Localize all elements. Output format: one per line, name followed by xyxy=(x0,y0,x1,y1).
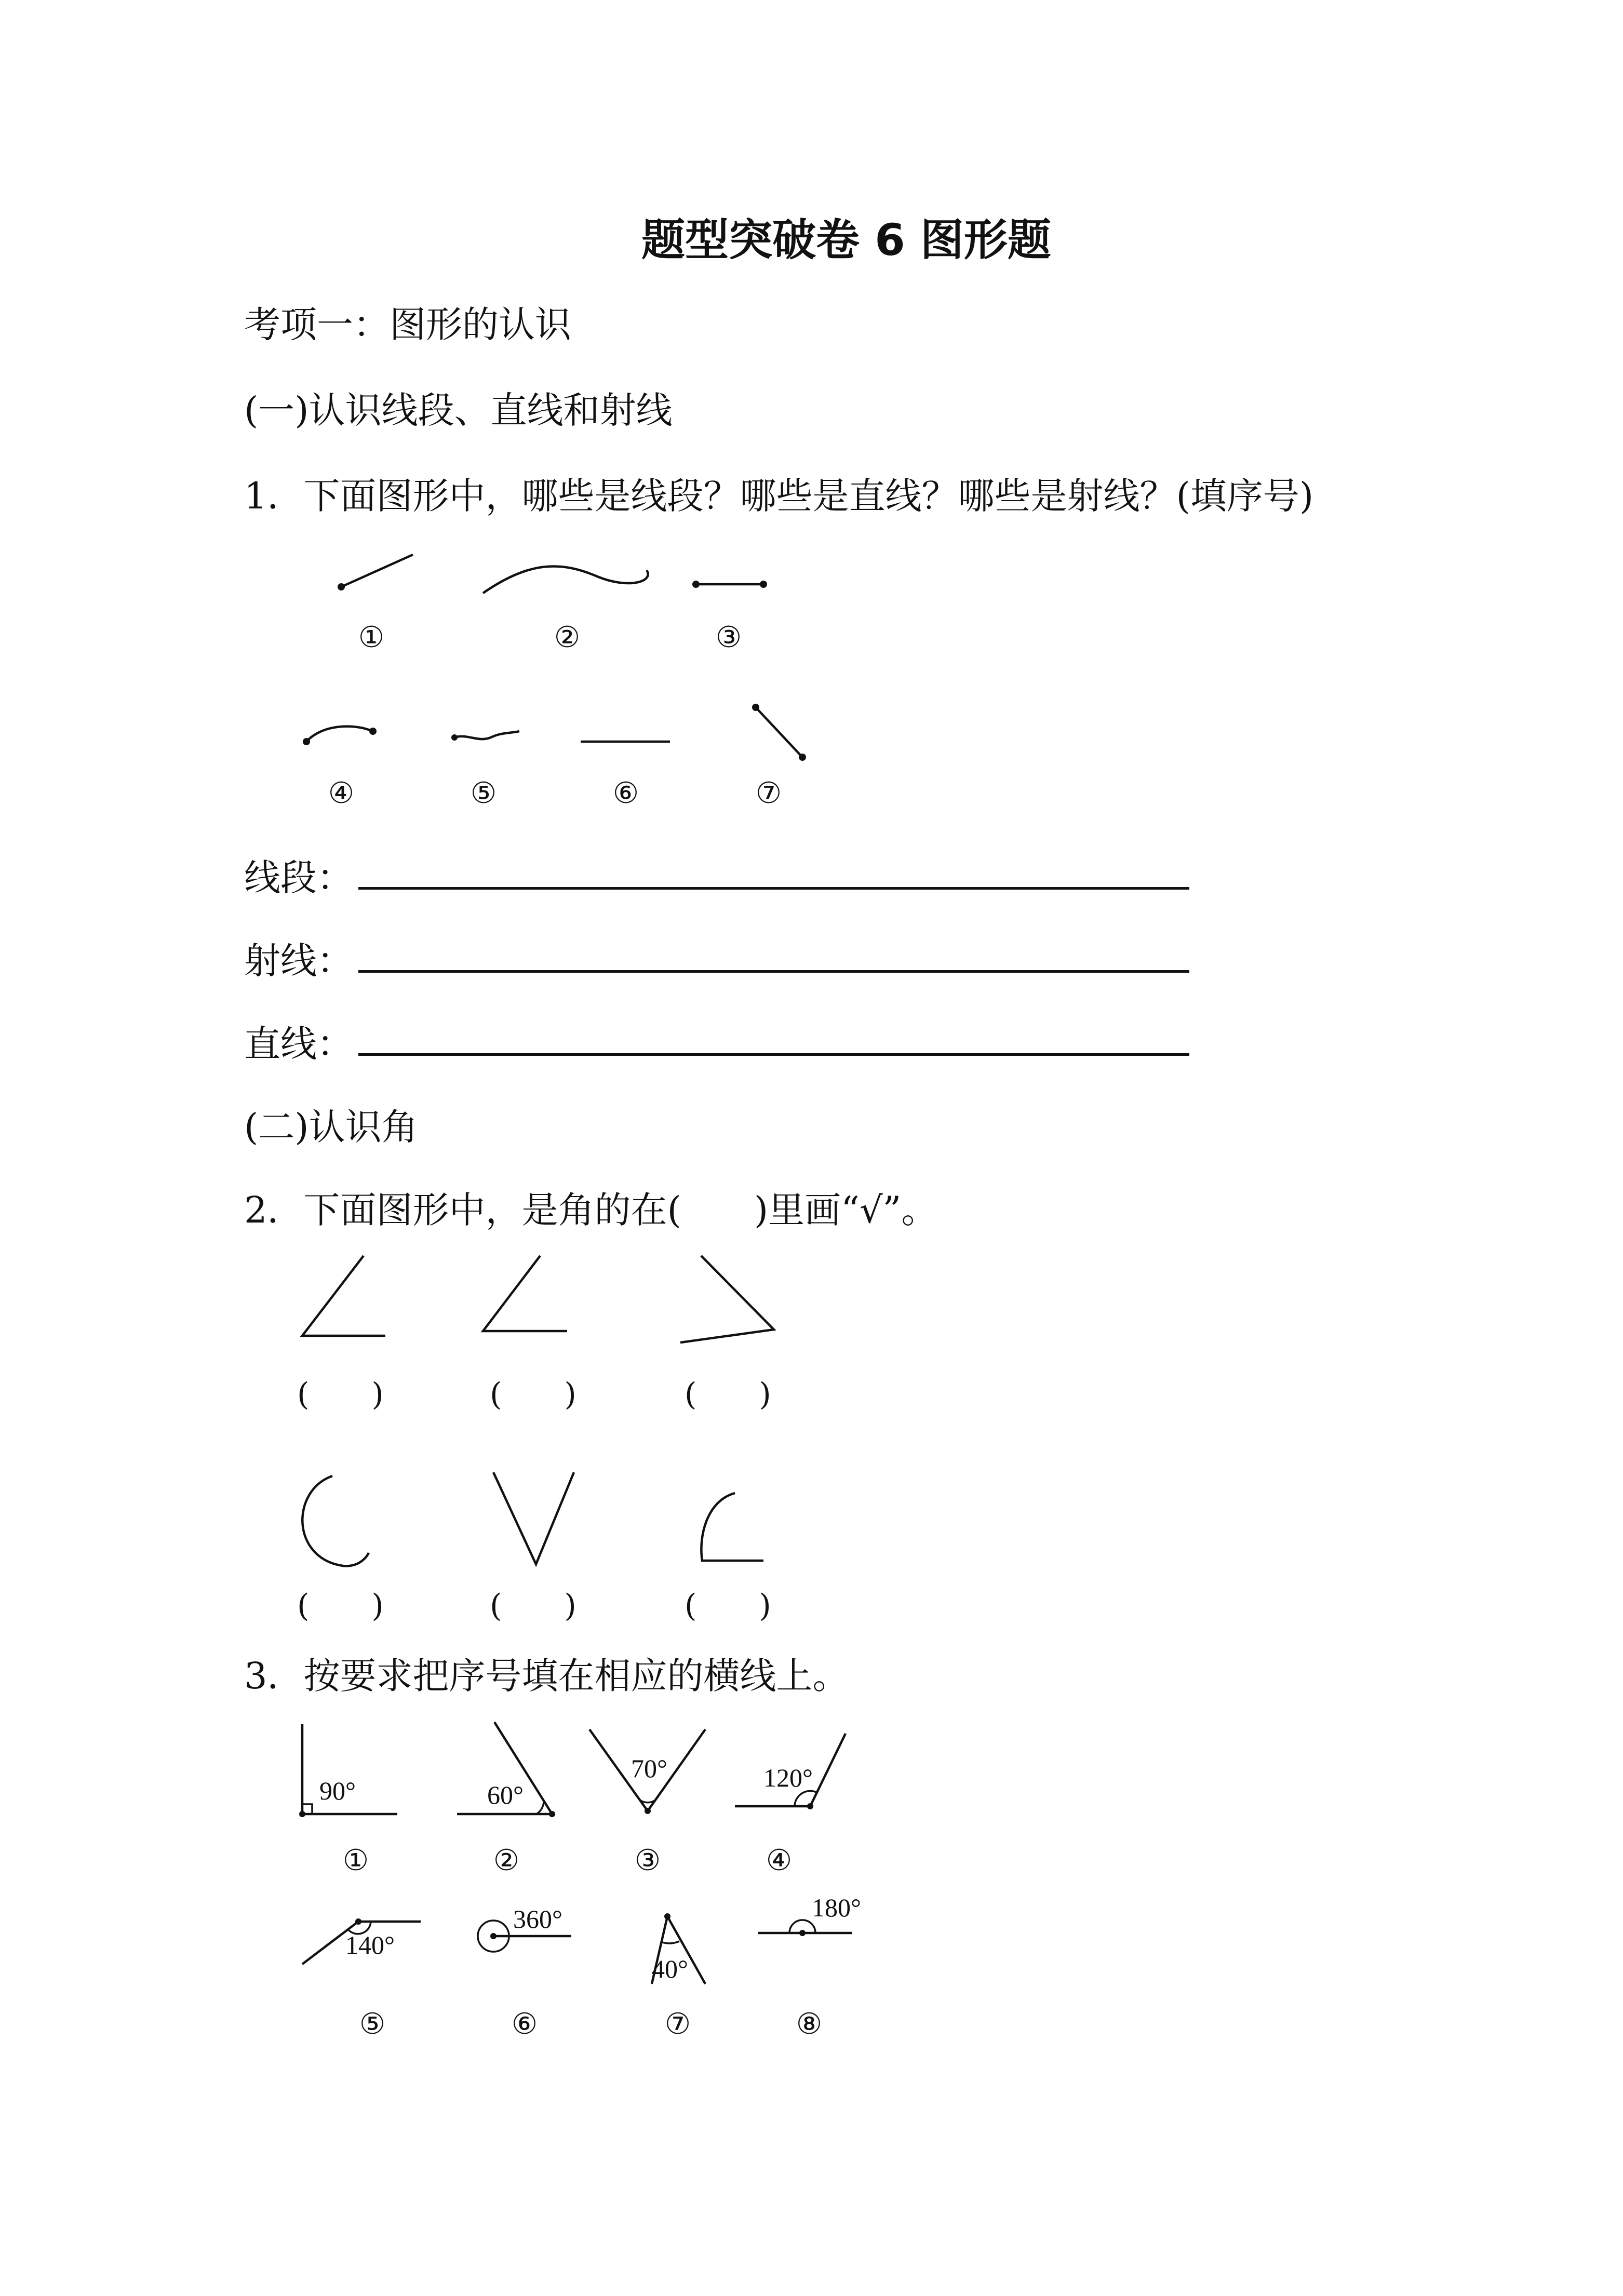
q3-angle-4-obtuse xyxy=(735,1734,846,1809)
figure-6-label: ⑥ xyxy=(612,776,639,810)
q2-answer-paren-5[interactable]: ( ) xyxy=(490,1588,576,1624)
part-heading-angles: (二)认识角 xyxy=(244,1106,418,1148)
q2-answer-paren-3[interactable]: ( ) xyxy=(685,1376,771,1413)
q3-angle-5-value: 140° xyxy=(345,1930,395,1959)
q3-angle-2-acute xyxy=(457,1722,555,1817)
q3-angle-7-acute xyxy=(652,1913,705,1984)
q3-angle-4-label: ④ xyxy=(766,1844,793,1877)
q3-angle-7-value: 40° xyxy=(652,1954,688,1983)
q3-angle-6-label: ⑥ xyxy=(511,2007,538,2041)
q3-angle-2-label: ② xyxy=(493,1844,520,1877)
figure-3-label: ③ xyxy=(715,621,742,654)
figure-2-label: ② xyxy=(554,621,581,654)
q3-angle-1-label: ① xyxy=(342,1844,369,1877)
q3-angle-5-label: ⑤ xyxy=(359,2007,386,2041)
q3-angle-3-acute xyxy=(589,1729,705,1814)
line-answer-label: 直线： xyxy=(244,1023,353,1065)
q2-answer-paren-4[interactable]: ( ) xyxy=(297,1588,384,1624)
section-heading: 考项一：图形的认识 xyxy=(244,303,571,346)
q3-angle-7-label: ⑦ xyxy=(664,2007,691,2041)
q3-angle-2-value: 60° xyxy=(487,1780,524,1809)
figure-5-label: ⑤ xyxy=(470,776,497,810)
ray-answer-label: 射线： xyxy=(244,939,353,982)
q3-angle-8-label: ⑧ xyxy=(796,2007,823,2041)
q2-answer-paren-1[interactable]: ( ) xyxy=(297,1376,384,1413)
q3-angle-8-value: 180° xyxy=(812,1893,861,1922)
q3-angle-3-label: ③ xyxy=(634,1844,661,1877)
page-title: 题型突破卷 6 图形题 xyxy=(641,214,1051,265)
part-heading-lines: (一)认识线段、直线和射线 xyxy=(244,389,673,432)
q3-angle-5-obtuse xyxy=(302,1918,421,1964)
question-2-prompt: 2．下面图形中，是角的在( )里画“√”。 xyxy=(244,1189,938,1231)
question-1-prompt: 1．下面图形中，哪些是线段？哪些是直线？哪些是射线？(填序号) xyxy=(244,475,1314,517)
q3-angle-4-value: 120° xyxy=(763,1763,813,1792)
figure-4-label: ④ xyxy=(328,776,355,810)
q3-angle-1-value: 90° xyxy=(319,1776,356,1805)
segment-answer-label: 线段： xyxy=(244,856,353,899)
q2-answer-paren-2[interactable]: ( ) xyxy=(490,1376,576,1413)
q2-answer-paren-6[interactable]: ( ) xyxy=(685,1588,771,1624)
q3-angle-6-value: 360° xyxy=(513,1904,562,1934)
question-3-prompt: 3．按要求把序号填在相应的横线上。 xyxy=(244,1655,849,1697)
figure-1-label: ① xyxy=(358,621,385,654)
q3-angle-1-right xyxy=(299,1724,397,1817)
q3-angle-3-value: 70° xyxy=(631,1754,667,1783)
q3-angle-6-full xyxy=(478,1904,571,1952)
figure-7-label: ⑦ xyxy=(755,776,782,810)
q3-angle-8-straight xyxy=(758,1893,861,1936)
